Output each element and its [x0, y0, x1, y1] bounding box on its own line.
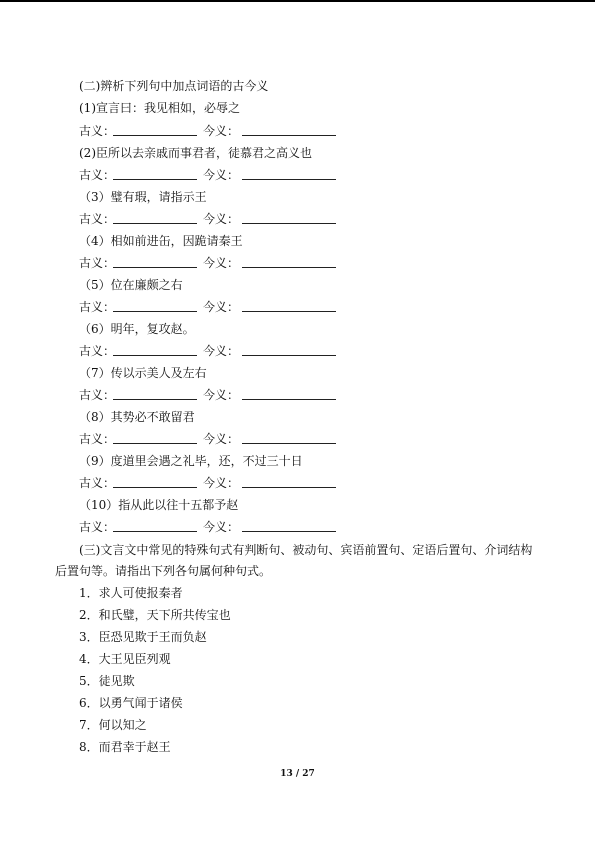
- ancient-blank-8[interactable]: [113, 443, 197, 444]
- question-4: （4）相如前进缶，因跪请秦王: [79, 234, 243, 248]
- sentence-item-1: 1．求人可使报秦者: [79, 586, 183, 600]
- page-number: 13 / 27: [280, 769, 315, 779]
- modern-label-4: 今义：: [203, 256, 240, 270]
- ancient-blank-7[interactable]: [113, 399, 197, 400]
- section3-intro-line1: (三)文言文中常见的特殊句式有判断句、被动句、宾语前置句、定语后置句、介词结构: [79, 543, 533, 557]
- question-5: （5）位在廉颇之右: [79, 278, 183, 292]
- ancient-label-6: 古义：: [79, 344, 116, 358]
- ancient-blank-5[interactable]: [113, 311, 197, 312]
- modern-blank-3[interactable]: [242, 223, 336, 224]
- ancient-label-4: 古义：: [79, 256, 116, 270]
- ancient-label-9: 古义：: [79, 476, 116, 490]
- sentence-item-6: 6．以勇气闻于诸侯: [79, 696, 183, 710]
- section2-title: (二)辨析下列句中加点词语的古今义: [79, 79, 269, 93]
- modern-label-10: 今义：: [203, 520, 240, 534]
- ancient-label-8: 古义：: [79, 432, 116, 446]
- sentence-item-2: 2．和氏璧，天下所共传宝也: [79, 608, 231, 622]
- sentence-item-8: 8．而君幸于赵王: [79, 740, 171, 754]
- ancient-label-7: 古义：: [79, 388, 116, 402]
- modern-label-9: 今义：: [203, 476, 240, 490]
- modern-blank-5[interactable]: [242, 311, 336, 312]
- question-6: （6）明年，复攻赵。: [79, 322, 195, 336]
- question-3: （3）璧有瑕，请指示王: [79, 190, 207, 204]
- question-10: （10）指从此以往十五都予赵: [79, 498, 239, 512]
- ancient-blank-2[interactable]: [113, 179, 197, 180]
- ancient-blank-6[interactable]: [113, 355, 197, 356]
- ancient-label-10: 古义：: [79, 520, 116, 534]
- modern-label-2: 今义：: [203, 168, 240, 182]
- modern-label-1: 今义：: [203, 124, 240, 138]
- modern-label-6: 今义：: [203, 344, 240, 358]
- ancient-blank-10[interactable]: [113, 531, 197, 532]
- question-7: （7）传以示美人及左右: [79, 366, 207, 380]
- ancient-blank-9[interactable]: [113, 487, 197, 488]
- modern-blank-1[interactable]: [242, 135, 336, 136]
- top-rule: [0, 0, 595, 2]
- modern-label-5: 今义：: [203, 300, 240, 314]
- modern-label-8: 今义：: [203, 432, 240, 446]
- ancient-label-2: 古义：: [79, 168, 116, 182]
- modern-blank-7[interactable]: [242, 399, 336, 400]
- ancient-label-3: 古义：: [79, 212, 116, 226]
- ancient-label-5: 古义：: [79, 300, 116, 314]
- question-8: （8）其势必不敢留君: [79, 410, 195, 424]
- sentence-item-3: 3．臣恐见欺于王而负赵: [79, 630, 207, 644]
- modern-blank-9[interactable]: [242, 487, 336, 488]
- modern-blank-8[interactable]: [242, 443, 336, 444]
- ancient-label-1: 古义：: [79, 124, 116, 138]
- sentence-item-7: 7．何以知之: [79, 718, 147, 732]
- modern-blank-4[interactable]: [242, 267, 336, 268]
- question-1: (1)宣言曰：我见相如，必辱之: [79, 101, 240, 115]
- ancient-blank-4[interactable]: [113, 267, 197, 268]
- ancient-blank-3[interactable]: [113, 223, 197, 224]
- question-2: (2)臣所以去亲戚而事君者，徒慕君之高义也: [79, 146, 312, 160]
- sentence-item-5: 5．徒见欺: [79, 674, 135, 688]
- modern-blank-6[interactable]: [242, 355, 336, 356]
- modern-blank-10[interactable]: [242, 531, 336, 532]
- sentence-item-4: 4．大王见臣列观: [79, 652, 171, 666]
- ancient-blank-1[interactable]: [113, 135, 197, 136]
- modern-label-7: 今义：: [203, 388, 240, 402]
- section3-intro-line2: 后置句等。请指出下列各句属何种句式。: [55, 564, 272, 578]
- modern-blank-2[interactable]: [242, 179, 336, 180]
- question-9: （9）度道里会遇之礼毕，还，不过三十日: [79, 454, 303, 468]
- modern-label-3: 今义：: [203, 212, 240, 226]
